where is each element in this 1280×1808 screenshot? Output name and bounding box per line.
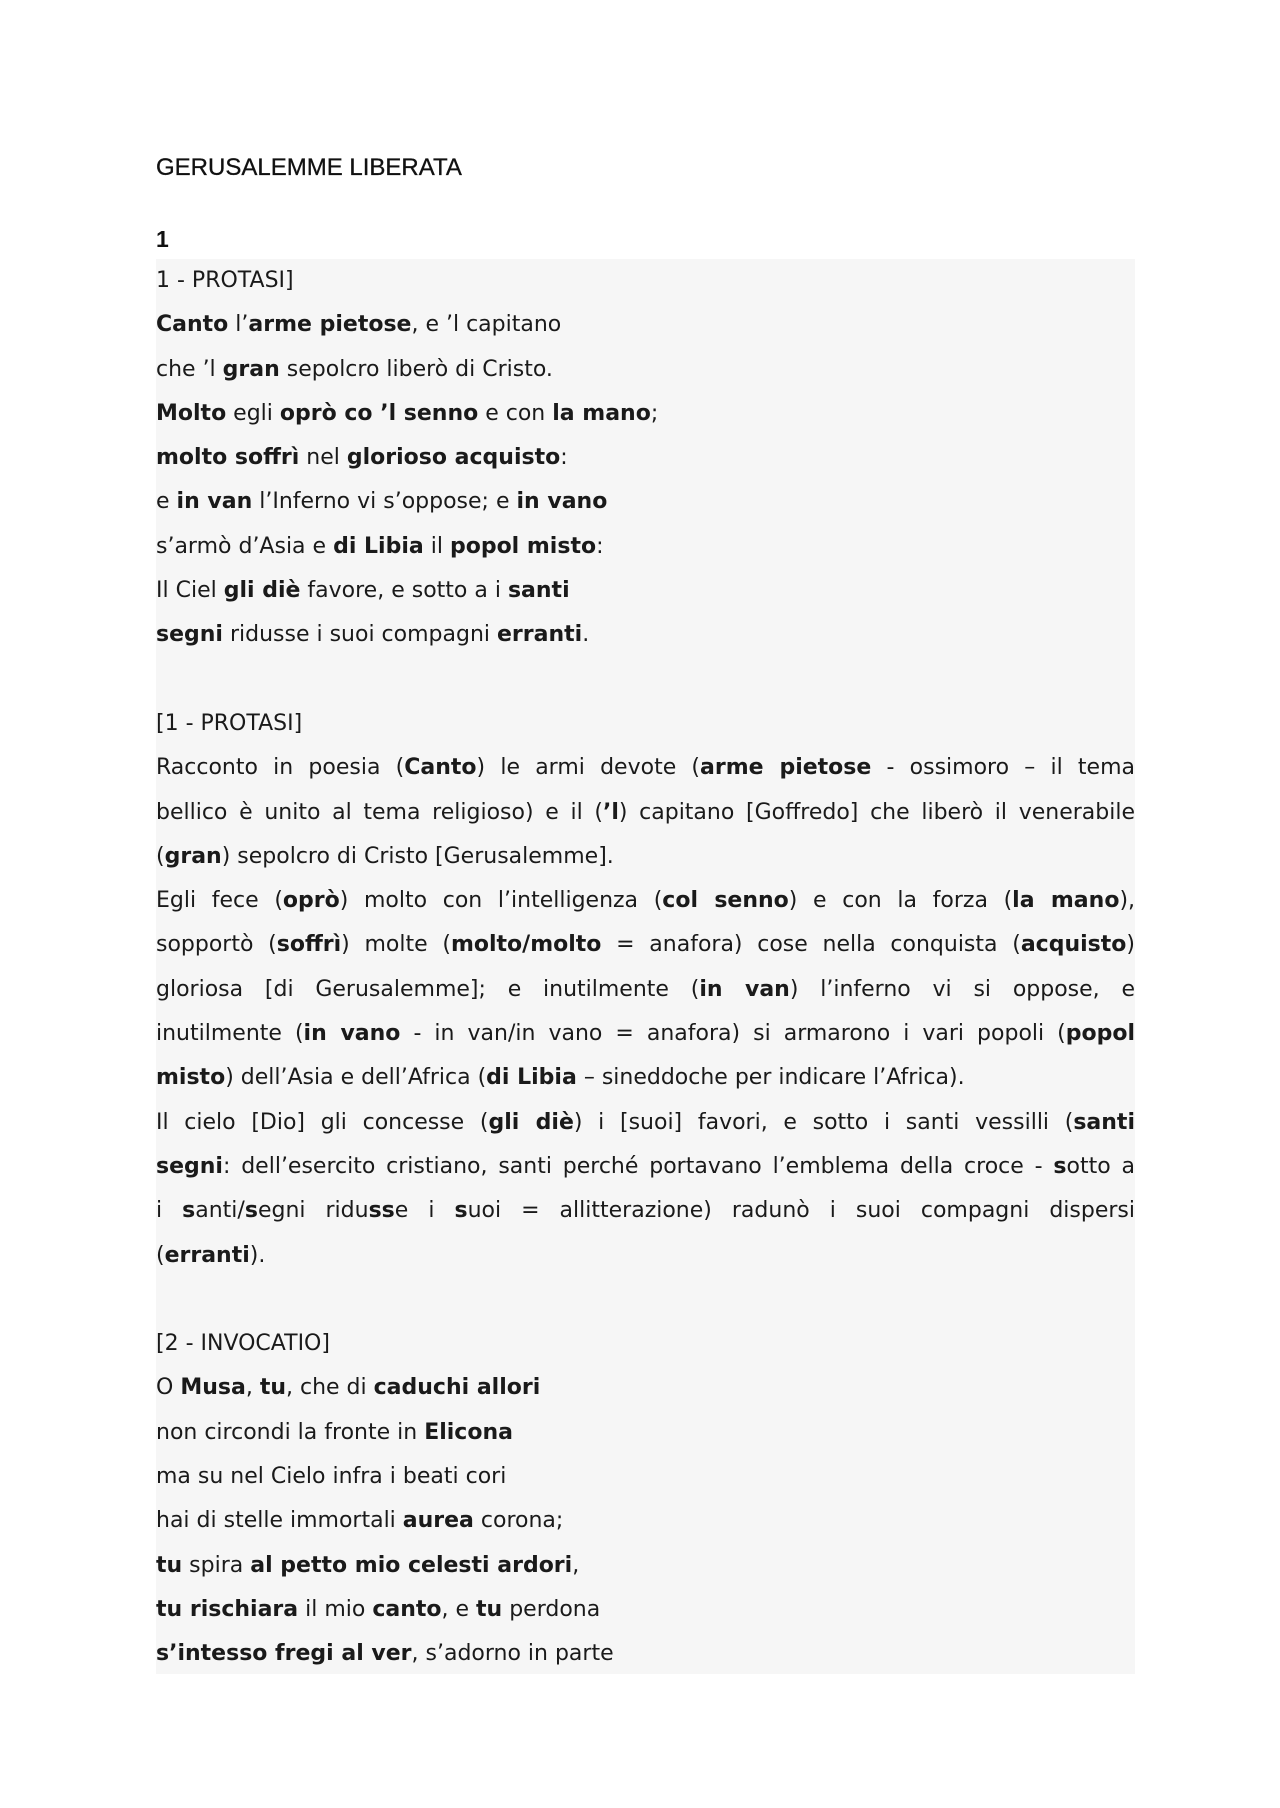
text-run: ). (249, 1242, 266, 1268)
verse-line (156, 613, 1135, 657)
bold-text: misto (156, 1065, 226, 1091)
verse-line (156, 1632, 1135, 1676)
blank-line (156, 658, 1135, 702)
bold-text: ’l (602, 799, 619, 825)
verse-line (156, 1499, 1135, 1543)
bold-text: s (454, 1198, 468, 1224)
text-run: , che di (286, 1375, 374, 1401)
text-run: ( (156, 1242, 165, 1268)
bold-text: s’intesso fregi al ver (156, 1641, 412, 1667)
bold-text: tu (259, 1375, 286, 1401)
verse-line (156, 1544, 1135, 1588)
bold-text: erranti (497, 622, 583, 648)
text-run: e i (394, 1198, 455, 1224)
bold-text: arme pietose (700, 755, 872, 781)
text-run: il (423, 533, 450, 559)
text-run: ) le armi devote ( (476, 755, 701, 781)
text-run: Il Ciel (156, 578, 224, 604)
protasi-paraphrase-heading: [1 - PROTASI] (156, 710, 303, 736)
bold-text: gran (164, 843, 222, 869)
verse-line (156, 525, 1135, 569)
bold-text: erranti (164, 1242, 250, 1268)
text-run: ), (1119, 888, 1136, 914)
protasi-verse-block (156, 303, 1135, 657)
text-run: s’armò d’Asia e (156, 533, 334, 559)
document-title: GERUSALEMME LIBERATA (156, 154, 462, 181)
text-run: Egli fece ( (156, 888, 283, 914)
text-run: - ossimoro – il tema (871, 755, 1135, 781)
text-run: uoi = allitterazione) radunò i suoi compagni dispersi (467, 1198, 1135, 1224)
text-run: l’Inferno vi s’oppose; e (252, 489, 517, 515)
text-run: i (156, 1198, 183, 1224)
paraphrase-line (156, 923, 1135, 967)
paraphrase-line (156, 1101, 1135, 1145)
bold-text: in vano (516, 489, 608, 515)
bold-text: s (182, 1198, 196, 1224)
text-run: non circondi la fronte in (156, 1419, 425, 1445)
blank-line (156, 1278, 1135, 1322)
bold-text: al petto mio celesti ardori (250, 1552, 573, 1578)
bold-text: segni (156, 622, 223, 648)
text-run: ) e con la forza ( (788, 888, 1013, 914)
bold-text: molto/molto (450, 932, 602, 958)
bold-text: la mano (1012, 888, 1120, 914)
verse-line (156, 1588, 1135, 1632)
text-run: ( (156, 843, 165, 869)
bold-text: di Libia (486, 1065, 577, 1091)
paraphrase-line (156, 1234, 1135, 1278)
text-run: hai di stelle immortali (156, 1508, 403, 1534)
document-body (156, 259, 1135, 1677)
text-run: sopportò ( (156, 932, 277, 958)
text-run: ) molto con l’intelligenza ( (339, 888, 663, 914)
text-run: il mio (298, 1596, 373, 1622)
text-run: e (156, 489, 177, 515)
bold-text: santi (1073, 1109, 1135, 1135)
paraphrase-line (156, 791, 1135, 835)
bold-text: molto soffrì (156, 445, 300, 471)
text-run: , (245, 1375, 260, 1401)
bold-text: segni (156, 1153, 223, 1179)
protasi-verse-heading: 1 - PROTASI] (156, 268, 294, 293)
invocatio-verse-heading: [2 - INVOCATIO] (156, 1331, 330, 1357)
bold-text: Molto (156, 400, 227, 426)
bold-text: Elicona (424, 1419, 513, 1445)
text-run: ) molte ( (341, 932, 451, 958)
bold-text: caduchi allori (373, 1375, 541, 1401)
bold-text: in vano (303, 1021, 401, 1047)
bold-text: in van (699, 976, 790, 1002)
text-run: inutilmente ( (156, 1021, 304, 1047)
text-run: perdona (502, 1596, 601, 1622)
bold-text: la mano (552, 400, 651, 426)
bold-text: santi (507, 578, 570, 604)
bold-text: s (1053, 1153, 1067, 1179)
text-run: e con (478, 400, 553, 426)
bold-text: in van (176, 489, 253, 515)
text-run: ) capitano [Goffredo] che liberò il venerabile (618, 799, 1135, 825)
text-run: ma su nel Cielo infra i beati cori (156, 1464, 507, 1490)
text-run: : dell’esercito cristiano, santi perché portavano l’emblema della croce - (222, 1153, 1054, 1179)
bold-text: gli diè (223, 578, 301, 604)
text-run: , e ’l capitano (411, 312, 562, 338)
paraphrase-line (156, 968, 1135, 1012)
bold-text: tu (156, 1552, 183, 1578)
paraphrase-line (156, 1145, 1135, 1189)
paraphrase-line (156, 1012, 1135, 1056)
text-run: anti/ (195, 1198, 245, 1224)
paraphrase-line (156, 879, 1135, 923)
verse-line (156, 569, 1135, 613)
paraphrase-line (156, 746, 1135, 790)
verse-line (156, 436, 1135, 480)
invocatio-verse-block (156, 1366, 1135, 1676)
text-run: che ’l (156, 356, 223, 382)
bold-text: oprò (282, 888, 340, 914)
text-run: : (596, 533, 604, 559)
text-run: Racconto in poesia ( (156, 755, 405, 781)
bold-text: oprò co ’l senno (279, 400, 479, 426)
paraphrase-line (156, 1189, 1135, 1233)
text-run: - in van/in vano = anafora) si armarono i vari popoli ( (400, 1021, 1066, 1047)
verse-line (156, 1411, 1135, 1455)
section-number: 1 (156, 226, 169, 252)
bold-text: Canto (404, 755, 477, 781)
verse-line (156, 348, 1135, 392)
bold-text: Musa (180, 1375, 246, 1401)
text-run: – sineddoche per indicare l’Africa). (576, 1065, 965, 1091)
text-run: ) (1126, 932, 1135, 958)
text-run: : (560, 445, 568, 471)
bold-text: arme pietose (248, 312, 412, 338)
text-run: ) dell’Asia e dell’Africa ( (225, 1065, 487, 1091)
text-run: , s’adorno in parte (411, 1641, 614, 1667)
bold-text: ss (368, 1198, 395, 1224)
text-run: ) l’inferno vi si oppose, e (789, 976, 1135, 1002)
text-run: favore, e sotto a i (300, 578, 508, 604)
verse-line (156, 1366, 1135, 1410)
bold-text: glorioso acquisto (346, 445, 561, 471)
text-run: egni ridu (257, 1198, 369, 1224)
bold-text: tu (476, 1596, 503, 1622)
bold-text: di Libia (333, 533, 424, 559)
text-run: l’ (228, 312, 249, 338)
text-run: ; (650, 400, 659, 426)
bold-text: col senno (662, 888, 789, 914)
verse-line (156, 392, 1135, 436)
text-run: egli (226, 400, 280, 426)
text-run: bellico è unito al tema religioso) e il ( (156, 799, 603, 825)
bold-text: aurea (402, 1508, 474, 1534)
verse-line (156, 303, 1135, 347)
bold-text: tu rischiara (156, 1596, 299, 1622)
protasi-paraphrase-block (156, 746, 1135, 1278)
bold-text: soffrì (276, 932, 342, 958)
paraphrase-line (156, 835, 1135, 879)
text-run: otto a (1066, 1153, 1135, 1179)
text-run: gloriosa [di Gerusalemme]; e inutilmente ( (156, 976, 700, 1002)
text-run: , e (441, 1596, 477, 1622)
text-run: spira (182, 1552, 251, 1578)
text-run: Il cielo [Dio] gli concesse ( (156, 1109, 489, 1135)
bold-text: popol (1065, 1021, 1136, 1047)
bold-text: gli diè (488, 1109, 574, 1135)
bold-text: popol misto (449, 533, 597, 559)
text-run: sepolcro liberò di Cristo. (279, 356, 553, 382)
text-run: ) sepolcro di Cristo [Gerusalemme]. (221, 843, 614, 869)
paraphrase-line (156, 1056, 1135, 1100)
text-run: corona; (473, 1508, 564, 1534)
text-run: O (156, 1375, 181, 1401)
bold-text: gran (222, 356, 280, 382)
bold-text: acquisto (1020, 932, 1127, 958)
bold-text: s (244, 1198, 258, 1224)
text-run: , (572, 1552, 580, 1578)
text-run: nel (299, 445, 347, 471)
bold-text: canto (372, 1596, 442, 1622)
text-run: . (582, 622, 590, 648)
text-run: ) i [suoi] favori, e sotto i santi vessilli ( (573, 1109, 1074, 1135)
text-run: ridusse i suoi compagni (222, 622, 498, 648)
bold-text: Canto (156, 312, 229, 338)
verse-line (156, 1455, 1135, 1499)
text-run: = anafora) cose nella conquista ( (601, 932, 1021, 958)
verse-line (156, 480, 1135, 524)
